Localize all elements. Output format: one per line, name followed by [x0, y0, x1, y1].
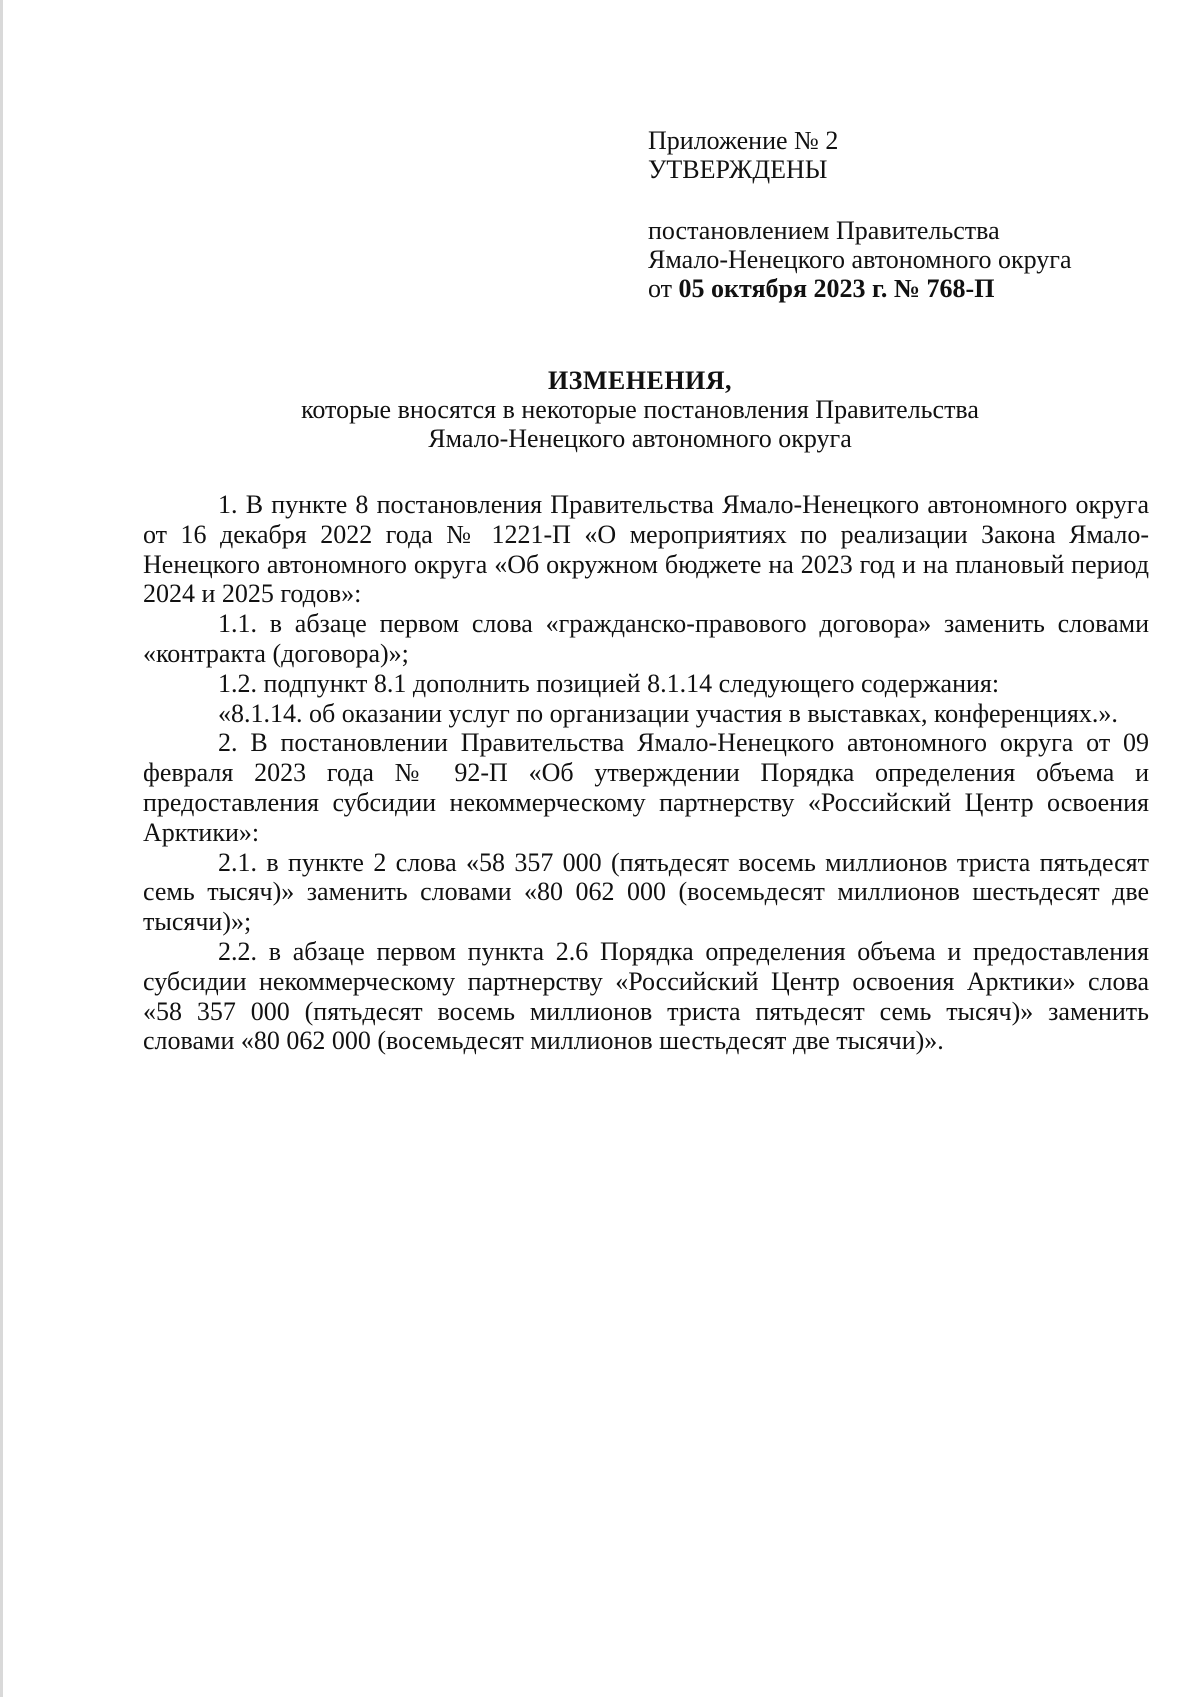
- paragraph-2-2: 2.2. в абзаце первом пункта 2.6 Порядка определения объема и предоставления субсидии некоммерческому партнерству «Российский Центр освоения Арктики» слова «58 357 000 (пятьдесят восемь миллионов триста пятьдесят семь тысяч)» заменить словами «80 062 000 (восемьдесят миллионов шестьдесят две тысячи)».: [143, 936, 1149, 1056]
- paragraph-2-1: 2.1. в пункте 2 слова «58 357 000 (пятьдесят восемь миллионов триста пятьдесят семь тысяч)» заменить словами «80 062 000 (восемьдесят миллионов шестьдесят две тысячи)»;: [143, 847, 1149, 937]
- approved-by-line2: Ямало-Ненецкого автономного округа: [648, 245, 1072, 274]
- approval-date-line: [648, 274, 1168, 303]
- paragraph-1-2: 1.2. подпункт 8.1 дополнить позицией 8.1.14 следующего содержания:: [218, 668, 1000, 698]
- document-subtitle-line1: которые вносятся в некоторые постановления Правительства: [301, 395, 979, 424]
- paragraph-8-1-14: «8.1.14. об оказании услуг по организации участия в выставках, конференциях.».: [218, 698, 1118, 728]
- document-heading: [140, 366, 1140, 453]
- scan-edge: [0, 0, 3, 1697]
- approved-label: УТВЕРЖДЕНЫ: [648, 155, 828, 184]
- appendix-number: Приложение № 2: [648, 126, 839, 155]
- paragraph-2: 2. В постановлении Правительства Ямало-Ненецкого автономного округа от 09 февраля 2023 года № 92-П «Об утверждении Порядка определения объема и предоставления субсидии некоммерческому партнерству «Российский Центр освоения Арктики»:: [143, 728, 1149, 847]
- paragraph-1-1: 1.1. в абзаце первом слова «гражданско-правового договора» заменить словами «контракта (договора)»;: [143, 609, 1149, 668]
- date-prefix: от: [648, 274, 679, 303]
- date-and-number: 05 октября 2023 г. № 768-П: [678, 274, 995, 303]
- document-title: ИЗМЕНЕНИЯ,: [547, 366, 733, 395]
- approval-gap: [648, 184, 1168, 216]
- document-body: [143, 490, 1149, 1056]
- approval-block: [648, 126, 1168, 303]
- approved-by-line1: постановлением Правительства: [648, 216, 1000, 245]
- paragraph-1: 1. В пункте 8 постановления Правительства Ямало-Ненецкого автономного округа от 16 декабря 2022 года № 1221-П «О мероприятиях по реализации Закона Ямало-Ненецкого автономного округа «Об окружном бюджете на 2023 год и на плановый период 2024 и 2025 годов»:: [143, 490, 1149, 609]
- document-subtitle-line2: Ямало-Ненецкого автономного округа: [428, 424, 852, 453]
